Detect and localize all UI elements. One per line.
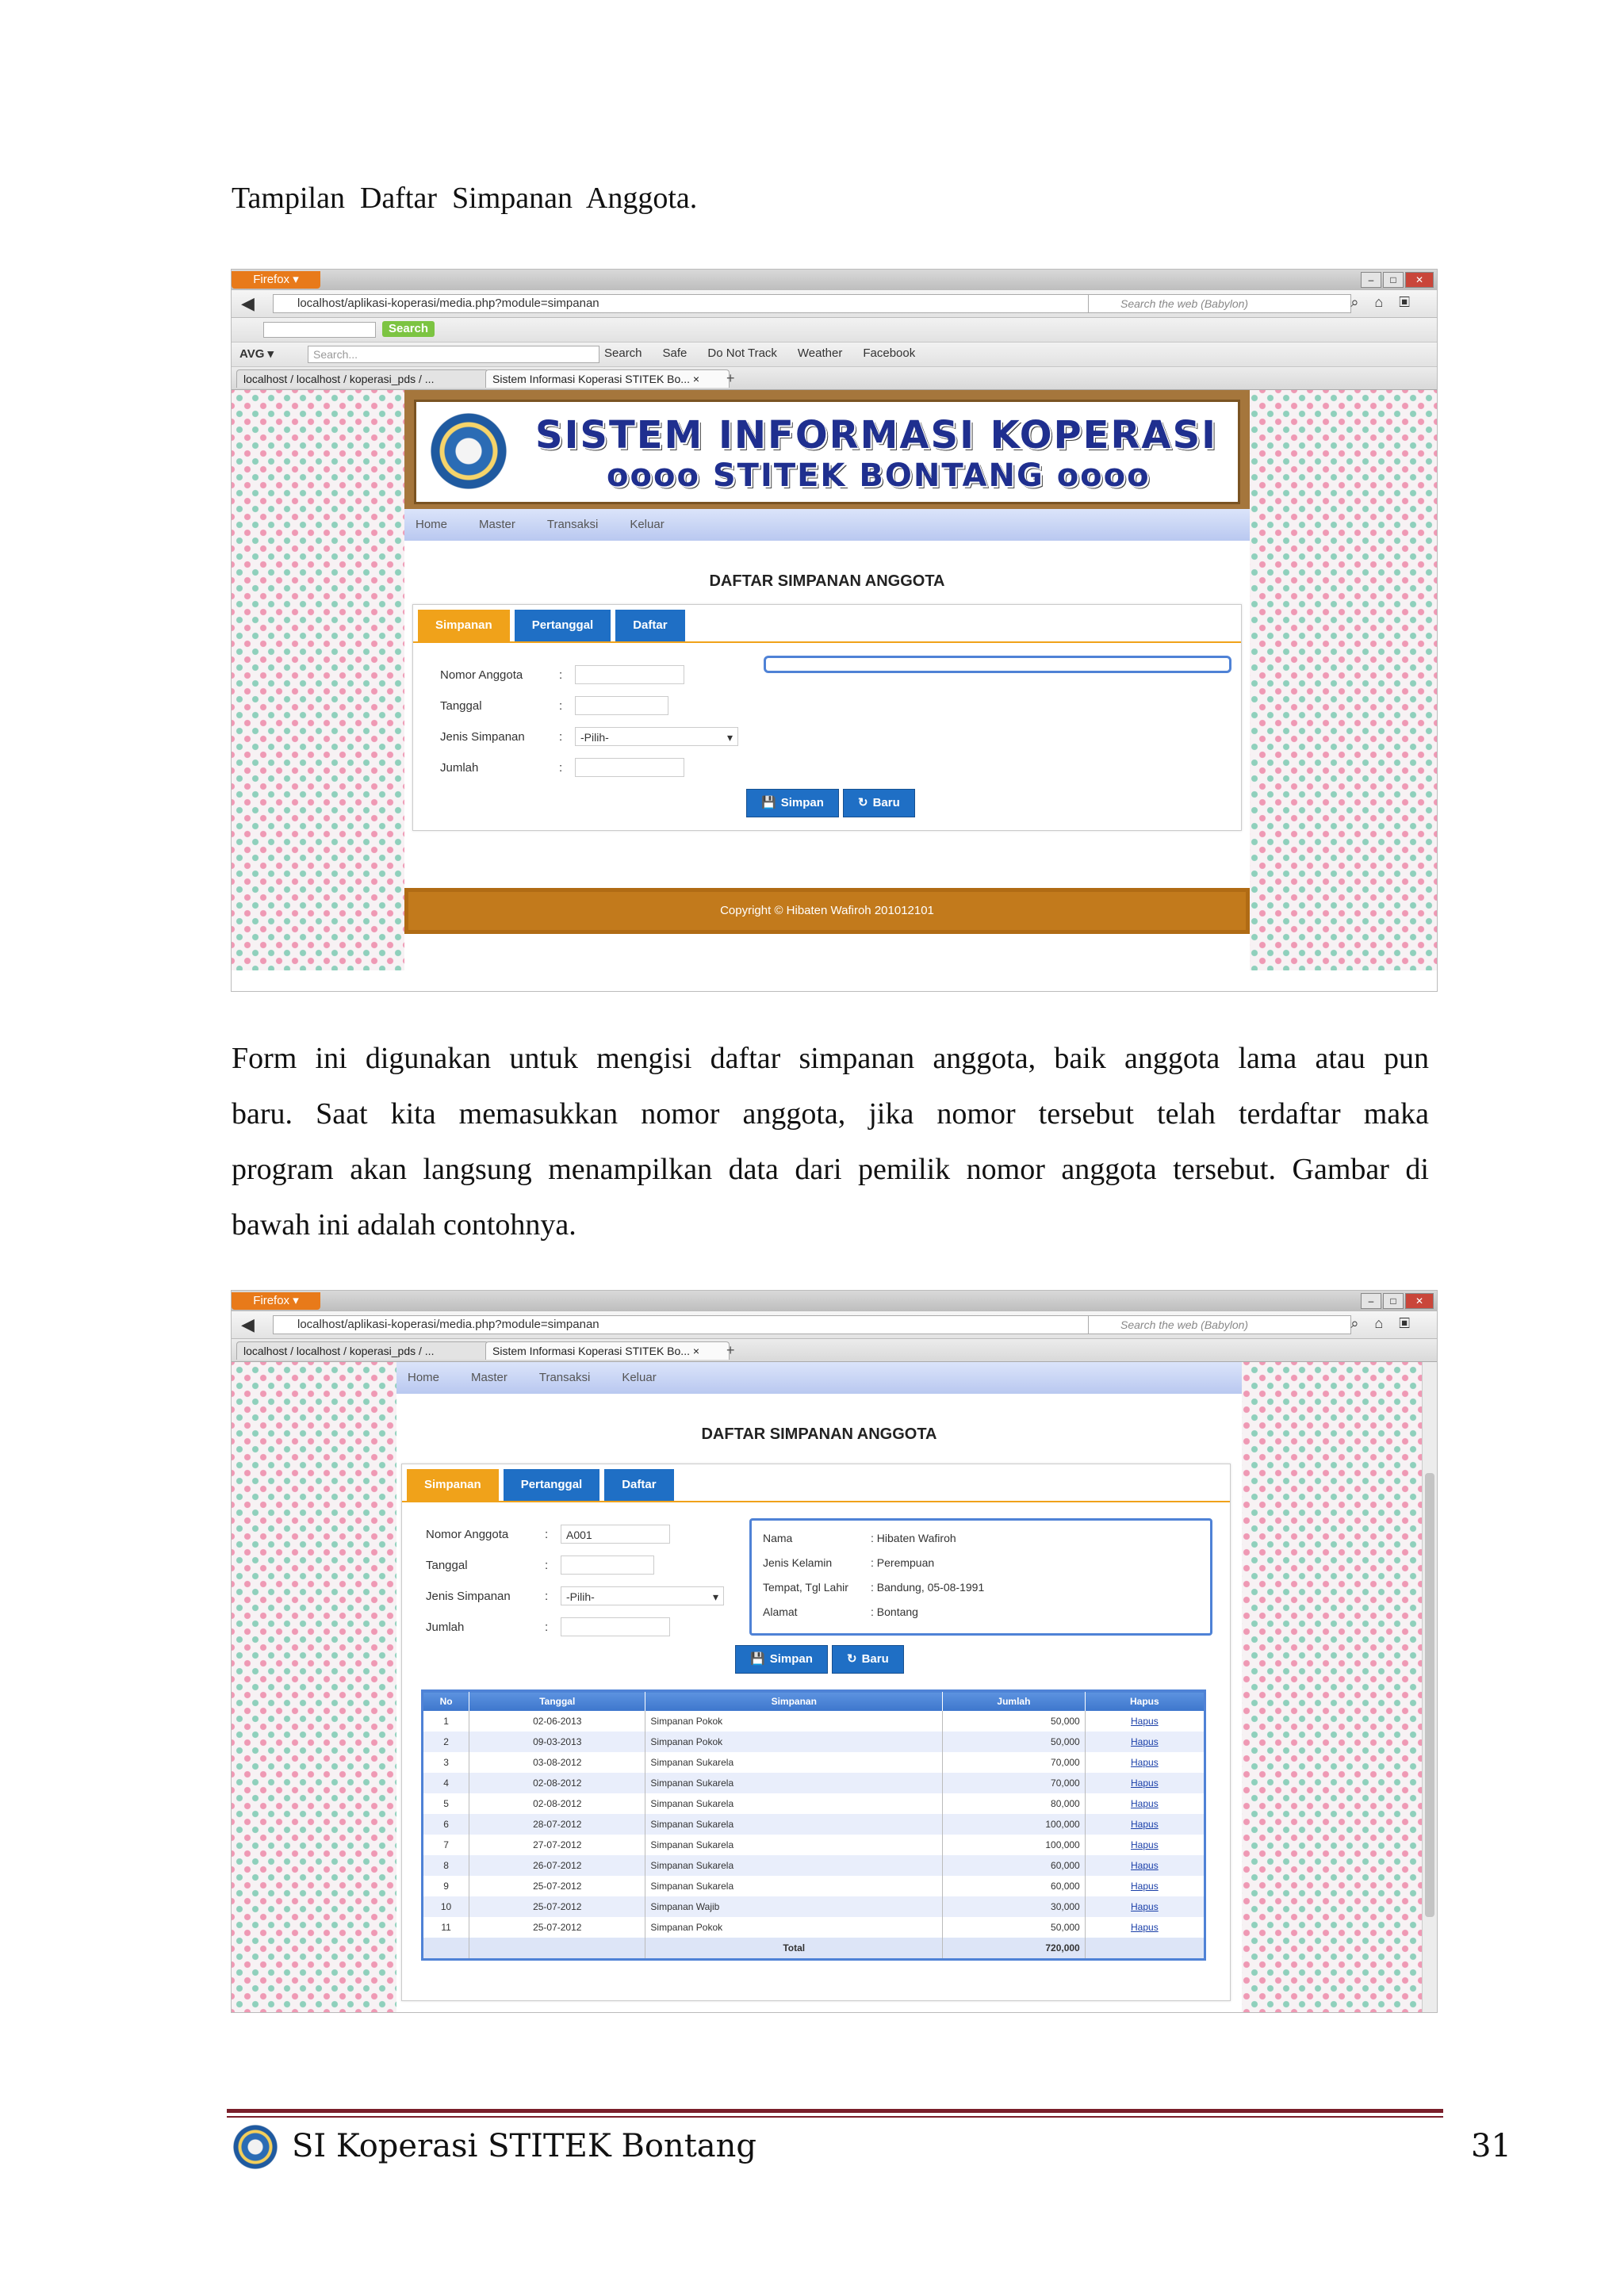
menu-keluar[interactable]: Keluar [622,1371,657,1384]
maximize-icon[interactable]: □ [1383,1293,1404,1309]
baru-button[interactable]: ↻ Baru [832,1645,904,1674]
simpan-button[interactable]: 💾 Simpan [735,1645,828,1674]
info-box-empty [764,656,1231,673]
hapus-link[interactable]: Hapus [1085,1732,1205,1752]
tab-pertanggal[interactable]: Pertanggal [504,1469,600,1501]
cell-jumlah: 70,000 [943,1752,1086,1773]
navigation-bar [232,290,1437,318]
page-content [232,390,1437,970]
cell-simpanan: Simpanan Pokok [645,1732,943,1752]
table-row [423,1835,1205,1855]
footer-rule-thin [227,2116,1443,2118]
scrollbar-thumb[interactable] [1425,1473,1434,1917]
maximize-icon[interactable]: □ [1383,272,1404,288]
hapus-link[interactable]: Hapus [1085,1711,1205,1732]
cell-no: 10 [423,1896,469,1917]
cell-jumlah: 60,000 [943,1855,1086,1876]
tab-phpmyadmin[interactable]: localhost / localhost / koperasi_pds / ... [236,369,488,388]
firefox-menu-button[interactable]: Firefox ▾ [232,271,320,289]
cell-simpanan: Simpanan Pokok [645,1917,943,1938]
cell-jumlah: 70,000 [943,1773,1086,1793]
home-icon[interactable]: ⌕⌂▣ [1350,294,1426,310]
tab-close-icon[interactable]: × [692,1345,700,1357]
avg-item-facebook[interactable]: Facebook [863,346,916,360]
info-nama: Nama : Hibaten Wafiroh [763,1532,956,1544]
tab-koperasi[interactable] [485,369,730,388]
info-tempat-tgl-lahir: Tempat, Tgl Lahir : Bandung, 05-08-1991 [763,1581,985,1594]
jenis-simpanan-select[interactable]: -Pilih- ▾ [561,1586,724,1605]
table-row [423,1814,1205,1835]
stitek-seal-icon [233,2125,278,2169]
col-jumlah[interactable]: Jumlah [943,1691,1086,1712]
cell-jumlah: 50,000 [943,1732,1086,1752]
member-info-box [749,1518,1212,1636]
simpanan-table [421,1689,1206,1961]
cell-no: 11 [423,1917,469,1938]
cell-tanggal: 25-07-2012 [469,1876,645,1896]
cell-jumlah: 80,000 [943,1793,1086,1814]
menu-home[interactable]: Home [408,1371,440,1384]
cell-tanggal: 02-08-2012 [469,1793,645,1814]
hapus-link[interactable]: Hapus [1085,1876,1205,1896]
page-title: DAFTAR SIMPANAN ANGGOTA [709,572,945,590]
cell-simpanan: Simpanan Sukarela [645,1793,943,1814]
nomor-anggota-input[interactable]: A001 [561,1525,670,1544]
url-bar[interactable]: localhost/aplikasi-koperasi/media.php?module=simpanan [273,1315,1095,1334]
app-window [404,390,1250,970]
web-search-box[interactable]: Search the web (Babylon) [1088,1315,1351,1334]
cell-simpanan: Simpanan Sukarela [645,1773,943,1793]
screenshot-empty-form [232,270,1437,991]
stitek-logo [431,413,507,489]
cell-tanggal: 25-07-2012 [469,1896,645,1917]
hapus-link[interactable]: Hapus [1085,1835,1205,1855]
form-panel: Simpanan Pertanggal Daftar Nomor Anggota : Tanggal : Jenis Simpanan : -Pilih- ▾ Jumlah : 💾 Simpan ↻ Baru [412,604,1242,831]
cell-no: 7 [423,1835,469,1855]
cell-simpanan: Simpanan Sukarela [645,1876,943,1896]
cell-tanggal: 26-07-2012 [469,1855,645,1876]
col-hapus[interactable]: Hapus [1085,1691,1205,1712]
table-row [423,1876,1205,1896]
table-header-row [423,1691,1205,1712]
tab-simpanan[interactable]: Simpanan [407,1469,499,1501]
save-icon: 💾 [761,796,776,809]
page-content [232,1362,1437,2012]
tanggal-input[interactable] [575,696,668,715]
hapus-link[interactable]: Hapus [1085,1752,1205,1773]
footer-rule [227,2109,1443,2113]
body-paragraph: Form ini digunakan untuk mengisi daftar simpanan anggota, baik anggota lama atau pun baru. Saat kita memasukkan nomor anggota, jika nomor tersebut telah terdaftar maka program akan langsung menampilkan data dari pemilik nomor anggota tersebut. Gambar di bawah ini adalah contohnya. [232,1042,1429,1242]
cell-no: 9 [423,1876,469,1896]
menu-master[interactable]: Master [479,518,515,531]
close-icon[interactable]: ✕ [1405,1293,1434,1309]
table-total-row [423,1938,1205,1960]
menu-transaksi[interactable]: Transaksi [546,518,599,531]
table-row [423,1732,1205,1752]
home-icon[interactable]: ⌕⌂▣ [1350,1315,1426,1331]
menu-transaksi[interactable]: Transaksi [538,1371,591,1384]
cell-tanggal: 02-08-2012 [469,1773,645,1793]
total-blank [469,1938,645,1960]
avg-logo[interactable]: AVG ▾ [239,347,274,361]
app-menu [396,1362,1242,1394]
page-title: DAFTAR SIMPANAN ANGGOTA [701,1425,937,1443]
cell-tanggal: 25-07-2012 [469,1917,645,1938]
app-window [396,1362,1242,2012]
avg-toolbar [232,342,1437,367]
jumlah-input[interactable] [575,758,684,777]
total-blank [1085,1938,1205,1960]
search-toolbar [232,318,1437,342]
tab-daftar[interactable]: Daftar [615,610,684,641]
cell-no: 2 [423,1732,469,1752]
tab-koperasi[interactable] [485,1341,730,1360]
app-banner [404,390,1250,509]
col-tanggal[interactable]: Tanggal [469,1691,645,1712]
window-controls [1361,272,1434,288]
hapus-link[interactable]: Hapus [1085,1793,1205,1814]
cell-simpanan: Simpanan Sukarela [645,1835,943,1855]
firefox-menu-button[interactable]: Firefox ▾ [232,1292,320,1310]
tanggal-input[interactable] [561,1556,654,1575]
tab-phpmyadmin[interactable]: localhost / localhost / koperasi_pds / ... [236,1341,488,1360]
cell-jumlah: 60,000 [943,1876,1086,1896]
cell-simpanan: Simpanan Sukarela [645,1814,943,1835]
cell-simpanan: Simpanan Wajib [645,1896,943,1917]
app-menu [404,509,1250,541]
url-bar[interactable]: localhost/aplikasi-koperasi/media.php?module=simpanan [273,294,1095,313]
table-row [423,1793,1205,1814]
avg-search-input[interactable]: Search... [308,346,599,363]
window-titlebar [232,1291,1437,1311]
cell-jumlah: 30,000 [943,1896,1086,1917]
minimize-icon[interactable]: – [1361,1293,1381,1309]
table-row [423,1773,1205,1793]
cell-no: 6 [423,1814,469,1835]
new-tab-icon[interactable]: + [726,370,735,386]
tab-bar [232,367,1437,390]
table-row [423,1917,1205,1938]
hapus-link[interactable]: Hapus [1085,1855,1205,1876]
avg-item-weather[interactable]: Weather [797,346,843,360]
page-scrollbar[interactable] [1422,1362,1437,2012]
toolbar-dropdown[interactable] [263,322,376,338]
cell-tanggal: 27-07-2012 [469,1835,645,1855]
app-footer: Copyright © Hibaten Wafiroh 201012101 [404,888,1250,934]
cell-no: 8 [423,1855,469,1876]
total-blank [423,1938,469,1960]
cell-tanggal: 02-06-2013 [469,1711,645,1732]
new-icon: ↻ [858,796,868,809]
table-row [423,1752,1205,1773]
new-icon: ↻ [847,1652,857,1666]
table-row [423,1711,1205,1732]
menu-keluar[interactable]: Keluar [630,518,665,531]
hapus-link[interactable]: Hapus [1085,1814,1205,1835]
total-value: 720,000 [943,1938,1086,1960]
avg-item-do-not-track[interactable]: Do Not Track [707,346,777,360]
minimize-icon[interactable]: – [1361,272,1381,288]
jumlah-input[interactable] [561,1617,670,1636]
tab-close-icon[interactable]: × [692,373,700,385]
save-icon: 💾 [750,1652,765,1666]
cell-no: 4 [423,1773,469,1793]
cell-tanggal: 28-07-2012 [469,1814,645,1835]
banner-title: SISTEM INFORMASI KOPERASI [535,413,1217,457]
banner-subtitle: oooo STITEK BONTANG oooo [607,457,1151,494]
back-arrow-icon[interactable]: ◀ [241,1314,255,1334]
tab-simpanan[interactable]: Simpanan [418,610,510,641]
avg-item-search[interactable]: Search [604,346,642,360]
col-no[interactable]: No [423,1691,469,1712]
hapus-link[interactable]: Hapus [1085,1896,1205,1917]
tab-koperasi-label: Sistem Informasi Koperasi STITEK Bo... [492,373,690,385]
menu-master[interactable]: Master [471,1371,508,1384]
col-simpanan[interactable]: Simpanan [645,1691,943,1712]
screenshot-filled-form [232,1291,1437,2012]
cell-simpanan: Simpanan Pokok [645,1711,943,1732]
menu-home[interactable]: Home [416,518,448,531]
total-label: Total [645,1938,943,1960]
web-search-box[interactable]: Search the web (Babylon) [1088,294,1351,313]
hapus-link[interactable]: Hapus [1085,1917,1205,1938]
cell-simpanan: Simpanan Sukarela [645,1855,943,1876]
page-number: 31 [1471,2128,1511,2164]
cell-jumlah: 50,000 [943,1711,1086,1732]
cell-tanggal: 03-08-2012 [469,1752,645,1773]
footer-title: SI Koperasi STITEK Bontang [292,2128,756,2164]
toolbar-search-button[interactable]: Search [382,321,435,337]
nomor-anggota-input[interactable] [575,665,684,684]
info-jenis-kelamin: Jenis Kelamin : Perempuan [763,1556,935,1569]
table-row [423,1855,1205,1876]
info-alamat: Alamat : Bontang [763,1605,918,1618]
window-controls [1361,1293,1434,1309]
cell-tanggal: 09-03-2013 [469,1732,645,1752]
cell-jumlah: 50,000 [943,1917,1086,1938]
form-panel: Simpanan Pertanggal Daftar Nomor Anggota : A001 Tanggal : Jenis Simpanan : -Pilih- ▾ Jumlah : Nama : Hibaten Wafiroh Jenis Kelamin : Perempuan Tempat, Tgl Lahir : Bandung, 05-08-1991 Alamat : Bontang 💾 Simpan ↻ Baru No Tanggal Simpanan Jumlah Hapus 1 02-06-2013 Simpanan Pokok 50,000 Hapus 2 09-03-2013 Simpanan Pokok 50,000 Hapus 3 03-08-2012 Simpanan Sukarela 70,000 Hapus 4 02-08-2012 Simpanan Sukarela 70,000 Hapus 5 02-08-2012 Simpanan Sukarela 80,000 Hapus 6 28-07-2012 Simpanan Sukarela 100,000 Hapus 7 27-07-2012 Simpanan Sukarela 100,000 Hapus 8 26-07-2012 Simpanan Sukarela 60,000 Hapus 9 25-07-2012 Simpanan Sukarela 60,000 Hapus 10 25-07-2012 Simpanan Wajib 30,000 Hapus 11 25-07-2012 Simpanan Pokok 50,000 Hapus Total 720,000 [401,1464,1231,2001]
tab-daftar[interactable]: Daftar [604,1469,673,1501]
tab-bar [232,1339,1437,1362]
cell-no: 1 [423,1711,469,1732]
cell-no: 5 [423,1793,469,1814]
navigation-bar [232,1311,1437,1339]
section-heading: Tampilan Daftar Simpanan Anggota. [232,182,698,215]
close-icon[interactable]: ✕ [1405,272,1434,288]
cell-no: 3 [423,1752,469,1773]
cell-jumlah: 100,000 [943,1814,1086,1835]
hapus-link[interactable]: Hapus [1085,1773,1205,1793]
back-arrow-icon[interactable]: ◀ [241,293,255,313]
new-tab-icon[interactable]: + [726,1342,735,1358]
window-titlebar [232,270,1437,290]
cell-jumlah: 100,000 [943,1835,1086,1855]
tab-koperasi-label: Sistem Informasi Koperasi STITEK Bo... [492,1345,690,1357]
table-row [423,1896,1205,1917]
baru-button[interactable]: ↻ Baru [843,789,915,817]
cell-simpanan: Simpanan Sukarela [645,1752,943,1773]
avg-item-safe[interactable]: Safe [662,346,688,360]
tab-pertanggal[interactable]: Pertanggal [515,610,611,641]
simpan-button[interactable]: 💾 Simpan [746,789,839,817]
jenis-simpanan-select[interactable]: -Pilih- ▾ [575,727,738,746]
